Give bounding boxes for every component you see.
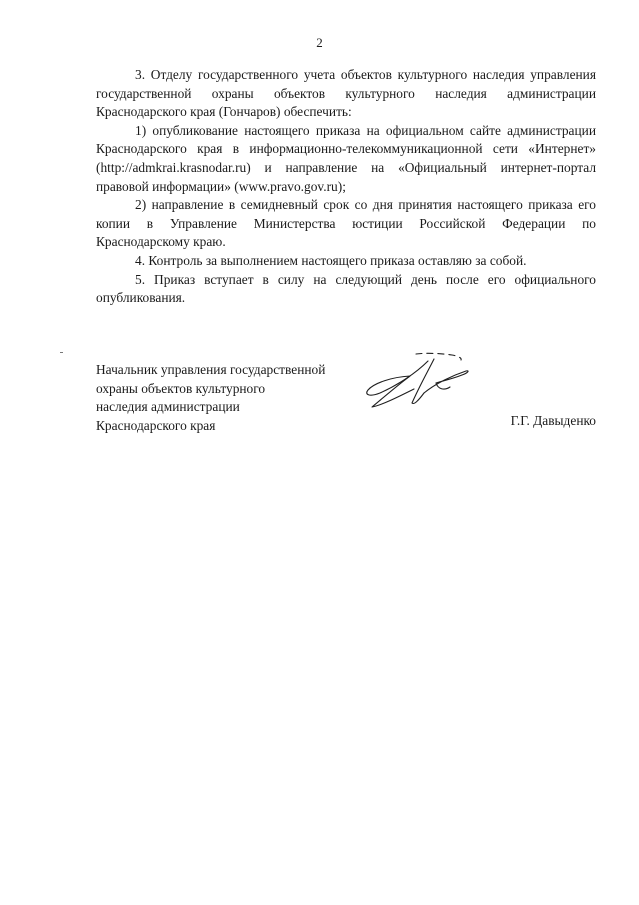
paragraph-subitem-1: 1) опубликование настоящего приказа на официальном сайте администрации Краснодарского края в информационно-телекоммуникационной сети «Интернет» (http://admkrai.krasnodar.ru) и направление на «Официальный интернет-портал правовой информации» (www.pravo.gov.ru); <box>96 122 596 194</box>
paragraph-subitem-2: 2) направление в семидневный срок со дня принятия настоящего приказа его копии в Управление Министерства юстиции Российской Федерации по Краснодарскому краю. <box>96 197 596 250</box>
signature-block <box>96 361 596 441</box>
page-number: 2 <box>316 35 323 50</box>
signer-title-line: Начальник управления государственной <box>96 362 326 377</box>
signer-title-line: Краснодарского края <box>96 417 216 433</box>
signer-title-line: наследия администрации <box>96 399 240 415</box>
paragraph-item-4: 4. Контроль за выполнением настоящего приказа оставляю за собой. <box>135 252 527 268</box>
scan-speck <box>60 352 63 353</box>
paragraph-item-5: 5. Приказ вступает в силу на следующий день после его официального опубликования. <box>96 271 596 306</box>
signer-name: Г.Г. Давыденко <box>510 413 596 428</box>
handwritten-signature <box>358 349 478 419</box>
document-body <box>96 66 596 308</box>
paragraph-item-3: 3. Отделу государственного учета объектов культурного наследия управления государственной охраны объектов культурного наследия администрации Краснодарского края (Гончаров) обеспечить: <box>96 67 596 120</box>
signer-title-line: охраны объектов культурного <box>96 380 266 396</box>
